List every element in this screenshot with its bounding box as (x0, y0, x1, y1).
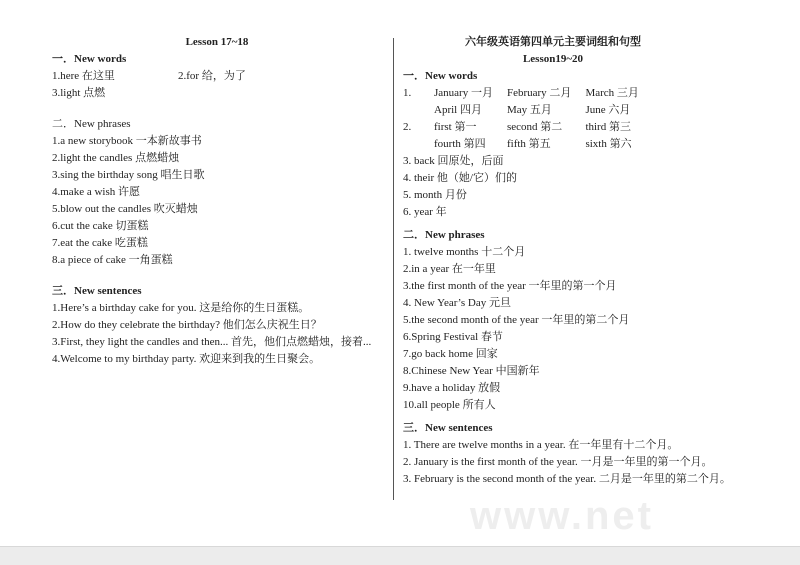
page-bottom-margin (0, 546, 800, 565)
word-cell: June 六月 (585, 104, 631, 116)
list-item: 3.First, they light the candles and then... 首先，他们点燃蜡烛，接着... (52, 336, 372, 348)
word-number: 1. (403, 87, 412, 99)
column-divider (393, 38, 394, 500)
word-cell: fourth 第四 (434, 138, 486, 150)
left-phrases-heading: 二．New phrases (52, 118, 131, 130)
word-cell: May 五月 (506, 104, 552, 116)
list-item: 7.go back home 回家 (403, 348, 498, 360)
right-title: 六年级英语第四单元主要词组和句型 (465, 36, 641, 48)
word-cell: January 一月 (434, 87, 493, 99)
left-word-3: 3.light 点燃 (52, 87, 106, 99)
list-item: 4. New Year’s Day 元旦 (403, 297, 511, 309)
left-words-heading: 一．New words (52, 53, 127, 65)
list-item: 5. month 月份 (403, 189, 467, 201)
list-item: 2.in a year 在一年里 (403, 263, 496, 275)
list-item: 5.blow out the candles 吹灭蜡烛 (52, 203, 198, 215)
list-item: 3. February is the second month of the year. 二月是一年里的第二个月。 (403, 473, 731, 485)
right-words-heading: 一．New words (403, 70, 478, 82)
list-item: 1. twelve months 十二个月 (403, 246, 526, 258)
list-item: 1.a new storybook 一本新故事书 (52, 135, 202, 147)
list-item: 3.sing the birthday song 唱生日歌 (52, 169, 205, 181)
word-cell: third 第三 (585, 121, 631, 133)
word-cell: April 四月 (434, 104, 482, 116)
word-cell: second 第二 (506, 121, 563, 133)
list-item: 5.the second month of the year 一年里的第二个月 (403, 314, 630, 326)
word-cell: first 第一 (434, 121, 477, 133)
list-item: 3.the first month of the year 一年里的第一个月 (403, 280, 617, 292)
right-phrases-heading: 二．New phrases (403, 229, 485, 241)
list-item: 2.light the candles 点燃蜡烛 (52, 152, 180, 164)
list-item: 4.Welcome to my birthday party. 欢迎来到我的生日聚会。 (52, 353, 321, 365)
word-number (403, 136, 420, 153)
left-word-1: 1.here 在这里 (52, 70, 115, 82)
word-number (403, 102, 420, 119)
left-title: Lesson 17~18 (185, 36, 249, 48)
list-item: 6. year 年 (403, 206, 447, 218)
list-item: 8.a piece of cake 一角蛋糕 (52, 254, 173, 266)
word-cell: February 二月 (506, 87, 572, 99)
list-item: 6.cut the cake 切蛋糕 (52, 220, 149, 232)
list-item: 2.How do they celebrate the birthday? 他们怎么庆祝生日？ (52, 319, 322, 331)
left-words-row (52, 68, 382, 85)
list-item: 1.Here’s a birthday cake for you. 这是给你的生日蛋糕。 (52, 302, 310, 314)
list-item: 8.Chinese New Year 中国新年 (403, 365, 540, 377)
list-item: 4. their 他（她/它）们的 (403, 172, 517, 184)
word-cell: fifth 第五 (506, 138, 551, 150)
right-subtitle: Lesson19~20 (522, 53, 584, 65)
word-cell: sixth 第六 (585, 138, 632, 150)
right-words-grid (403, 85, 793, 153)
right-sentences-heading: 三．New sentences (403, 422, 493, 434)
list-item: 10.all people 所有人 (403, 399, 496, 411)
list-item: 2. January is the first month of the year. 一月是一年里的第一个月。 (403, 456, 713, 468)
left-column (52, 34, 382, 368)
word-number: 2. (403, 121, 412, 133)
list-item: 6.Spring Festival 春节 (403, 331, 503, 343)
left-word-2: 2.for 给，为了 (178, 70, 246, 82)
list-item: 9.have a holiday 放假 (403, 382, 501, 394)
word-cell: March 三月 (585, 87, 639, 99)
list-item: 1. There are twelve months in a year. 在一年里有十二个月。 (403, 439, 679, 451)
list-item: 4.make a wish 许愿 (52, 186, 140, 198)
list-item: 3. back 回原处，后面 (403, 155, 504, 167)
left-sentences-heading: 三．New sentences (52, 285, 142, 297)
watermark: www.net (470, 494, 654, 538)
list-item: 7.eat the cake 吃蛋糕 (52, 237, 148, 249)
right-column (403, 34, 793, 488)
